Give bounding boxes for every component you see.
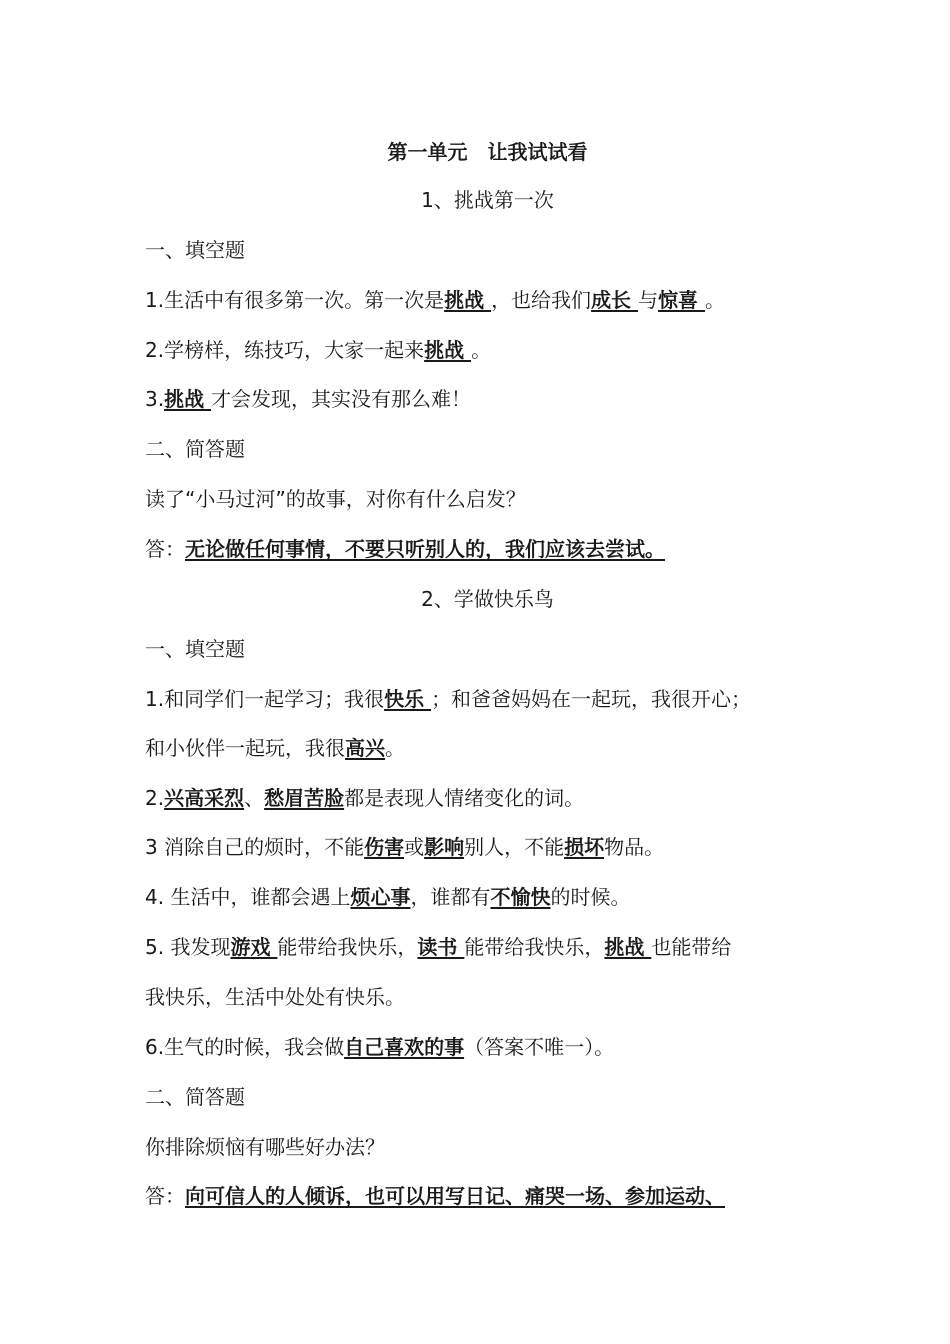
text: 。 [471, 338, 492, 362]
l2-question-1-line-2 [145, 733, 830, 763]
answer-blank: 损坏 [564, 835, 605, 859]
text: 才会发现，其实没有那么难！ [211, 387, 472, 411]
answer-blank: 挑战 [444, 288, 492, 312]
text: ，也给我们 [491, 288, 592, 312]
answer-blank: 烦心事 [350, 885, 411, 909]
text: 。 [705, 288, 725, 312]
text: 物品。 [604, 835, 665, 859]
answer-blank: 读书 [417, 935, 465, 959]
text: 5. 我发现 [145, 935, 231, 959]
answer-blank: 自己喜欢的事 [344, 1035, 465, 1059]
answer-blank: 挑战 [424, 338, 472, 362]
l2-short-question: 你排除烦恼有哪些好办法？ [145, 1135, 385, 1159]
l2-question-1-line-1 [145, 684, 830, 714]
answer-prefix: 答： [145, 537, 185, 561]
unit-title: 第一单元 让我试试看 [387, 140, 588, 164]
l1-question-1 [145, 285, 830, 315]
text: ；和爸爸妈妈在一起玩，我很开心； [431, 687, 752, 711]
l2-question-6 [145, 1032, 830, 1062]
text: 4. 生活中，谁都会遇上 [145, 885, 351, 909]
text: 与 [638, 288, 659, 312]
l1-section-short-answer: 二、简答题 [145, 437, 245, 461]
text: 也能带给 [651, 935, 732, 959]
text: 6.生气的时候，我会做 [145, 1035, 345, 1059]
answer-blank: 高兴 [345, 736, 385, 760]
l2-section-fill-blank: 一、填空题 [145, 637, 245, 661]
l1-question-2 [145, 335, 830, 365]
l2-question-2 [145, 783, 830, 813]
l1-short-question: 读了“小马过河”的故事，对你有什么启发？ [145, 487, 526, 511]
text: 1.和同学们一起学习；我很 [145, 687, 385, 711]
answer-text: 向可信人的人倾诉，也可以用写日记、痛哭一场、参加运动、 [185, 1184, 725, 1208]
text: 3 消除自己的烦时，不能 [145, 835, 365, 859]
answer-blank: 兴高采烈 [164, 786, 245, 810]
text: ，谁都有 [410, 885, 491, 909]
answer-blank: 成长 [591, 288, 639, 312]
lesson-1-title: 1、挑战第一次 [421, 188, 554, 212]
answer-text: 无论做任何事情，不要只听别人的，我们应该去尝试。 [185, 537, 665, 561]
text: 。 [385, 736, 405, 760]
text: 别人，不能 [464, 835, 565, 859]
text: （答案不唯一）。 [464, 1035, 615, 1059]
text: 2.学榜样，练技巧，大家一起来 [145, 338, 425, 362]
answer-blank: 挑战 [164, 387, 212, 411]
answer-blank: 影响 [424, 835, 465, 859]
text: 3. [145, 387, 165, 411]
lesson-2-title: 2、学做快乐鸟 [421, 587, 554, 611]
text: 的时候。 [550, 885, 631, 909]
answer-blank: 伤害 [364, 835, 405, 859]
l2-question-5-line-1 [145, 932, 830, 962]
text: 能带给我快乐， [277, 935, 418, 959]
answer-blank: 愁眉苦脸 [264, 786, 345, 810]
l2-question-3 [145, 832, 830, 862]
l2-question-4 [145, 882, 830, 912]
text: 或 [404, 835, 425, 859]
answer-prefix: 答： [145, 1184, 185, 1208]
text: 能带给我快乐， [464, 935, 605, 959]
answer-blank: 惊喜 [658, 288, 705, 312]
answer-blank: 挑战 [604, 935, 652, 959]
answer-blank: 不愉快 [490, 885, 551, 909]
answer-blank: 游戏 [230, 935, 278, 959]
l1-short-answer [145, 534, 830, 564]
l1-question-3 [145, 384, 830, 414]
answer-blank: 快乐 [384, 687, 432, 711]
text: 都是表现人情绪变化的词。 [344, 786, 585, 810]
l2-short-answer [145, 1181, 830, 1211]
text: 、 [244, 786, 265, 810]
text: 2. [145, 786, 165, 810]
l1-section-fill-blank: 一、填空题 [145, 238, 245, 262]
l2-section-short-answer: 二、简答题 [145, 1085, 245, 1109]
text: 和小伙伴一起玩，我很 [145, 736, 345, 760]
l2-question-5-line-2: 我快乐，生活中处处有快乐。 [145, 985, 405, 1009]
text: 1.生活中有很多第一次。第一次是 [145, 288, 445, 312]
